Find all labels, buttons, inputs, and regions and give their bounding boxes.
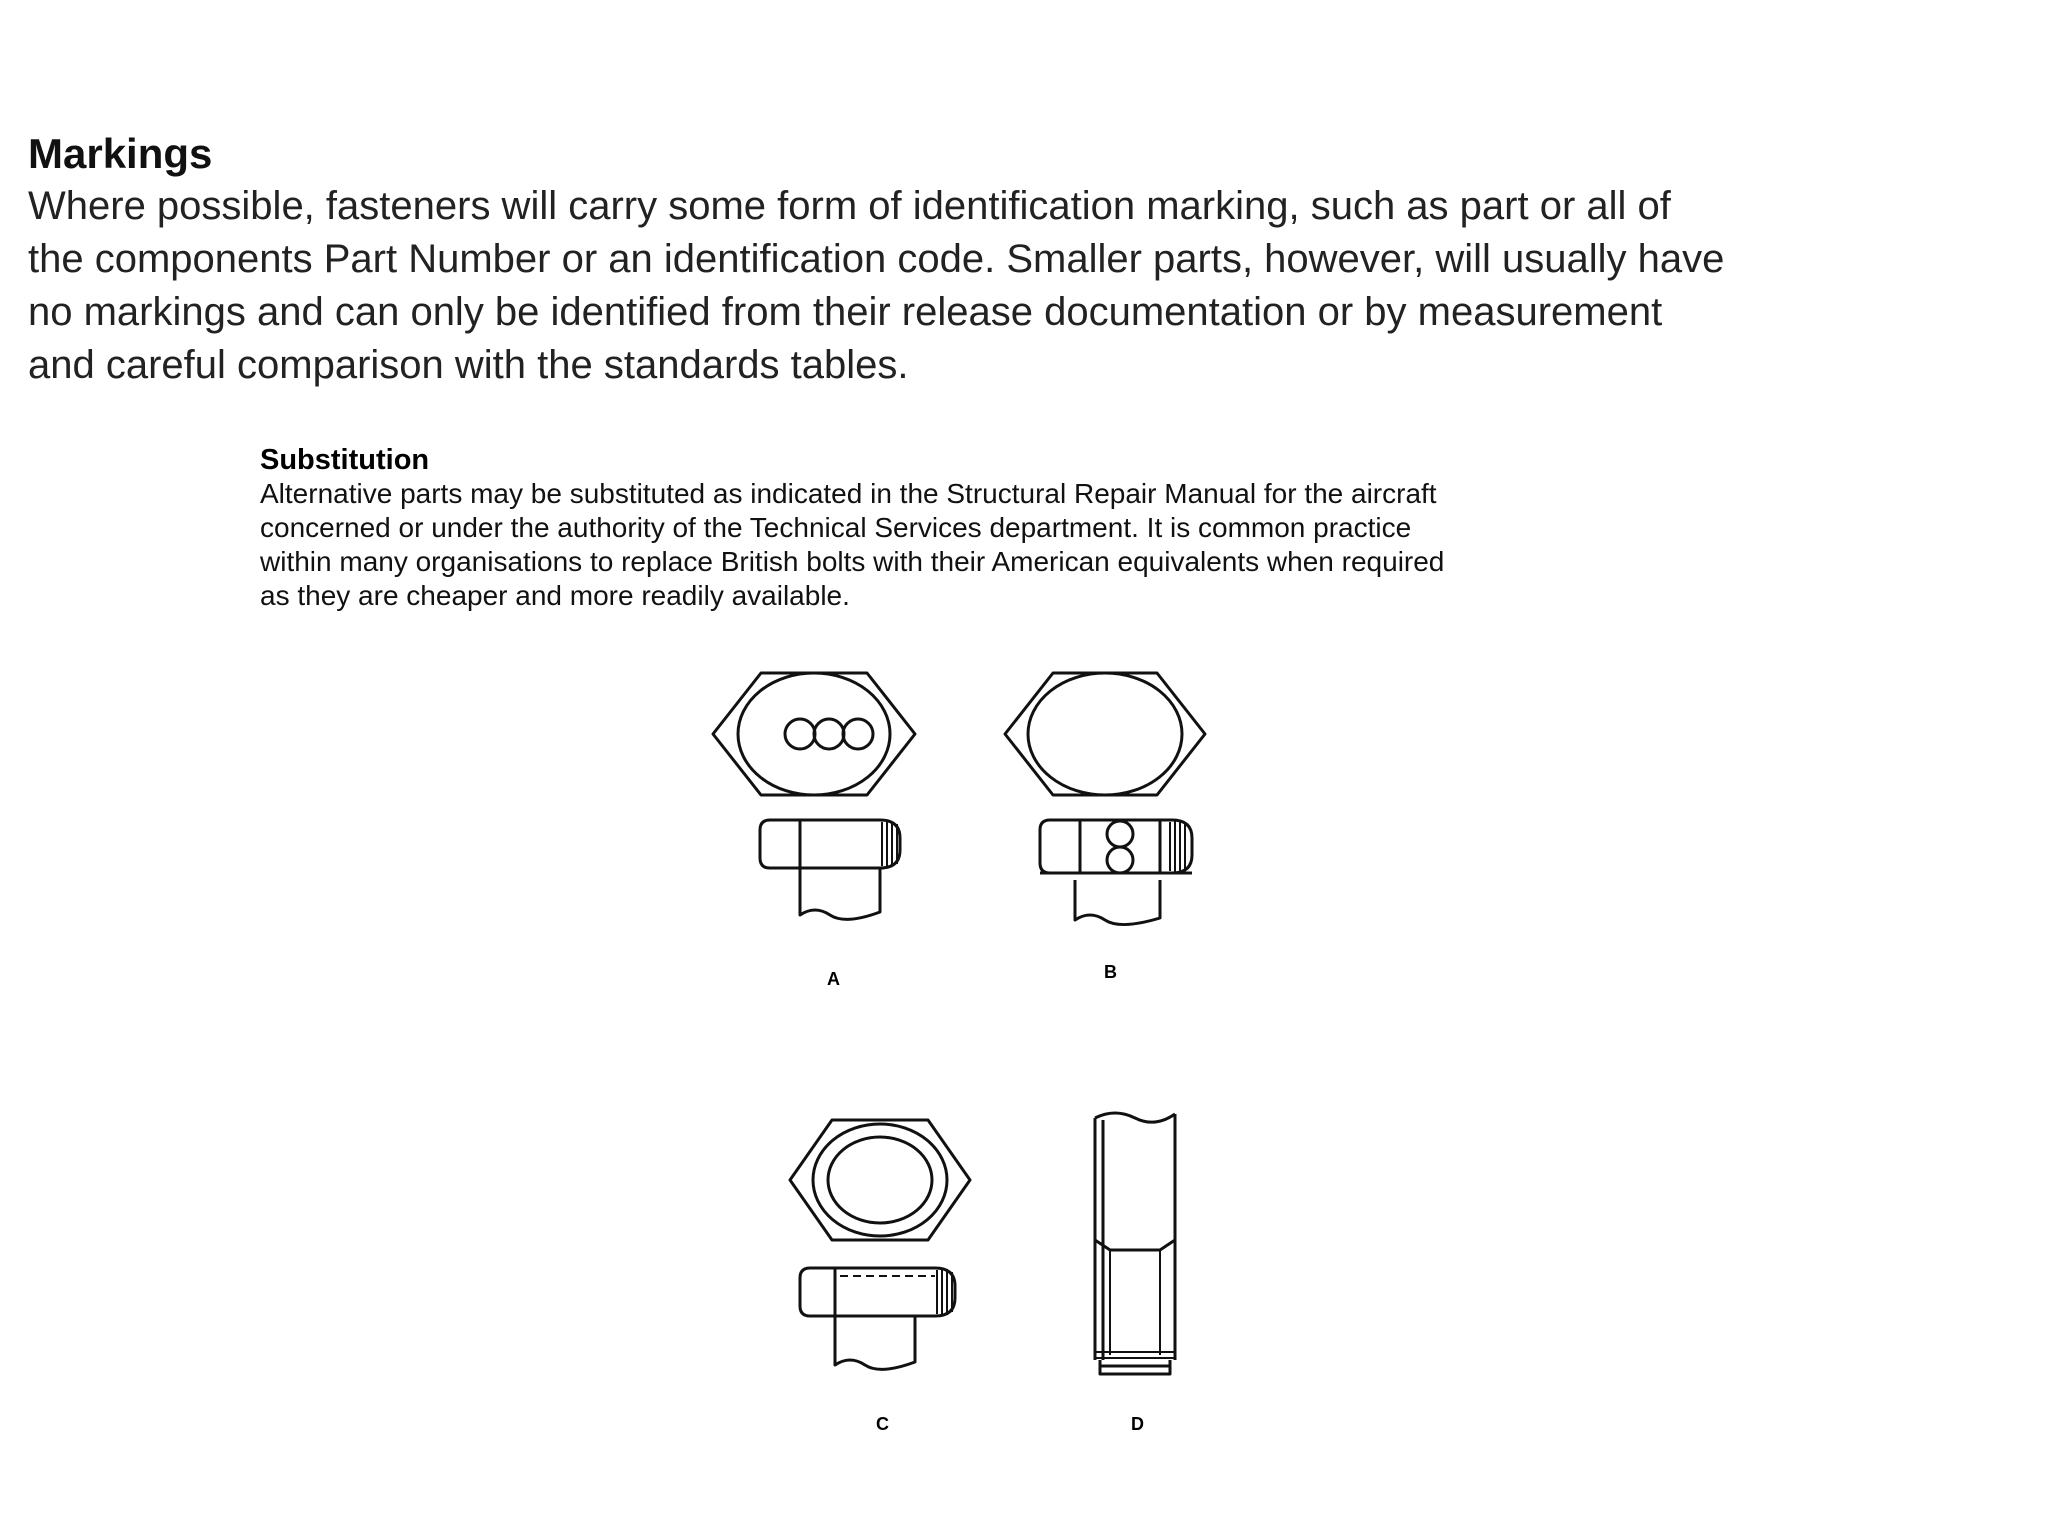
bolt-c-label: C — [876, 1414, 889, 1434]
bolt-d-drawing — [1095, 1113, 1175, 1434]
bolt-a-marking-circle-3 — [843, 719, 873, 749]
substitution-line-2: concerned or under the authority of the Technical Services department. It is common practice — [260, 512, 1412, 543]
bolt-a-marking-circle-2 — [814, 719, 844, 749]
substitution-heading: Substitution — [260, 444, 430, 476]
bolt-c-shank — [835, 1316, 915, 1369]
bolt-a-side-head — [760, 820, 900, 868]
bolt-c-drawing — [790, 1120, 970, 1434]
bolt-a-threads — [882, 821, 897, 867]
bolt-b-head-circle — [1028, 673, 1182, 795]
bolt-b-marking-circle-top — [1107, 821, 1133, 847]
bolt-a-drawing — [713, 673, 915, 989]
markings-line-2: the components Part Number or an identification code. Smaller parts, however, will usually have — [28, 237, 1725, 281]
markings-heading: Markings — [28, 130, 213, 177]
markings-line-3: no markings and can only be identified from their release documentation or by measurement — [28, 290, 1663, 334]
bolt-b-drawing — [1005, 673, 1205, 982]
markings-line-4: and careful comparison with the standards tables. — [28, 343, 909, 387]
bolt-b-label: B — [1104, 962, 1117, 982]
bolt-b-hex-head — [1005, 673, 1205, 795]
substitution-line-4: as they are cheaper and more readily available. — [260, 580, 850, 611]
substitution-line-1: Alternative parts may be substituted as indicated in the Structural Repair Manual for the aircraft — [260, 478, 1437, 509]
bolt-c-threads — [937, 1269, 952, 1315]
markings-line-1: Where possible, fasteners will carry some form of identification marking, such as part or all of — [28, 184, 1671, 228]
bolt-b-marking-circle-bottom — [1107, 847, 1133, 873]
bolt-d-hex-flats — [1110, 1250, 1160, 1355]
bolt-c-head-ring-outer — [813, 1124, 947, 1236]
bolt-c-head-ring-inner — [828, 1137, 932, 1223]
bolt-d-hex-transition — [1095, 1240, 1175, 1250]
bolt-b-threads — [1170, 821, 1185, 872]
bolt-d-shank-top — [1095, 1113, 1175, 1122]
substitution-line-3: within many organisations to replace British bolts with their American equivalents when required — [260, 546, 1445, 577]
bolt-d-hex-bottom — [1095, 1352, 1175, 1358]
bolt-a-label: A — [827, 969, 840, 989]
bolt-a-shank — [800, 868, 880, 919]
bolt-a-marking-circle-1 — [785, 719, 815, 749]
bolt-b-shank — [1075, 880, 1160, 925]
bolt-d-tip — [1100, 1360, 1170, 1374]
bolt-d-label: D — [1131, 1414, 1144, 1434]
